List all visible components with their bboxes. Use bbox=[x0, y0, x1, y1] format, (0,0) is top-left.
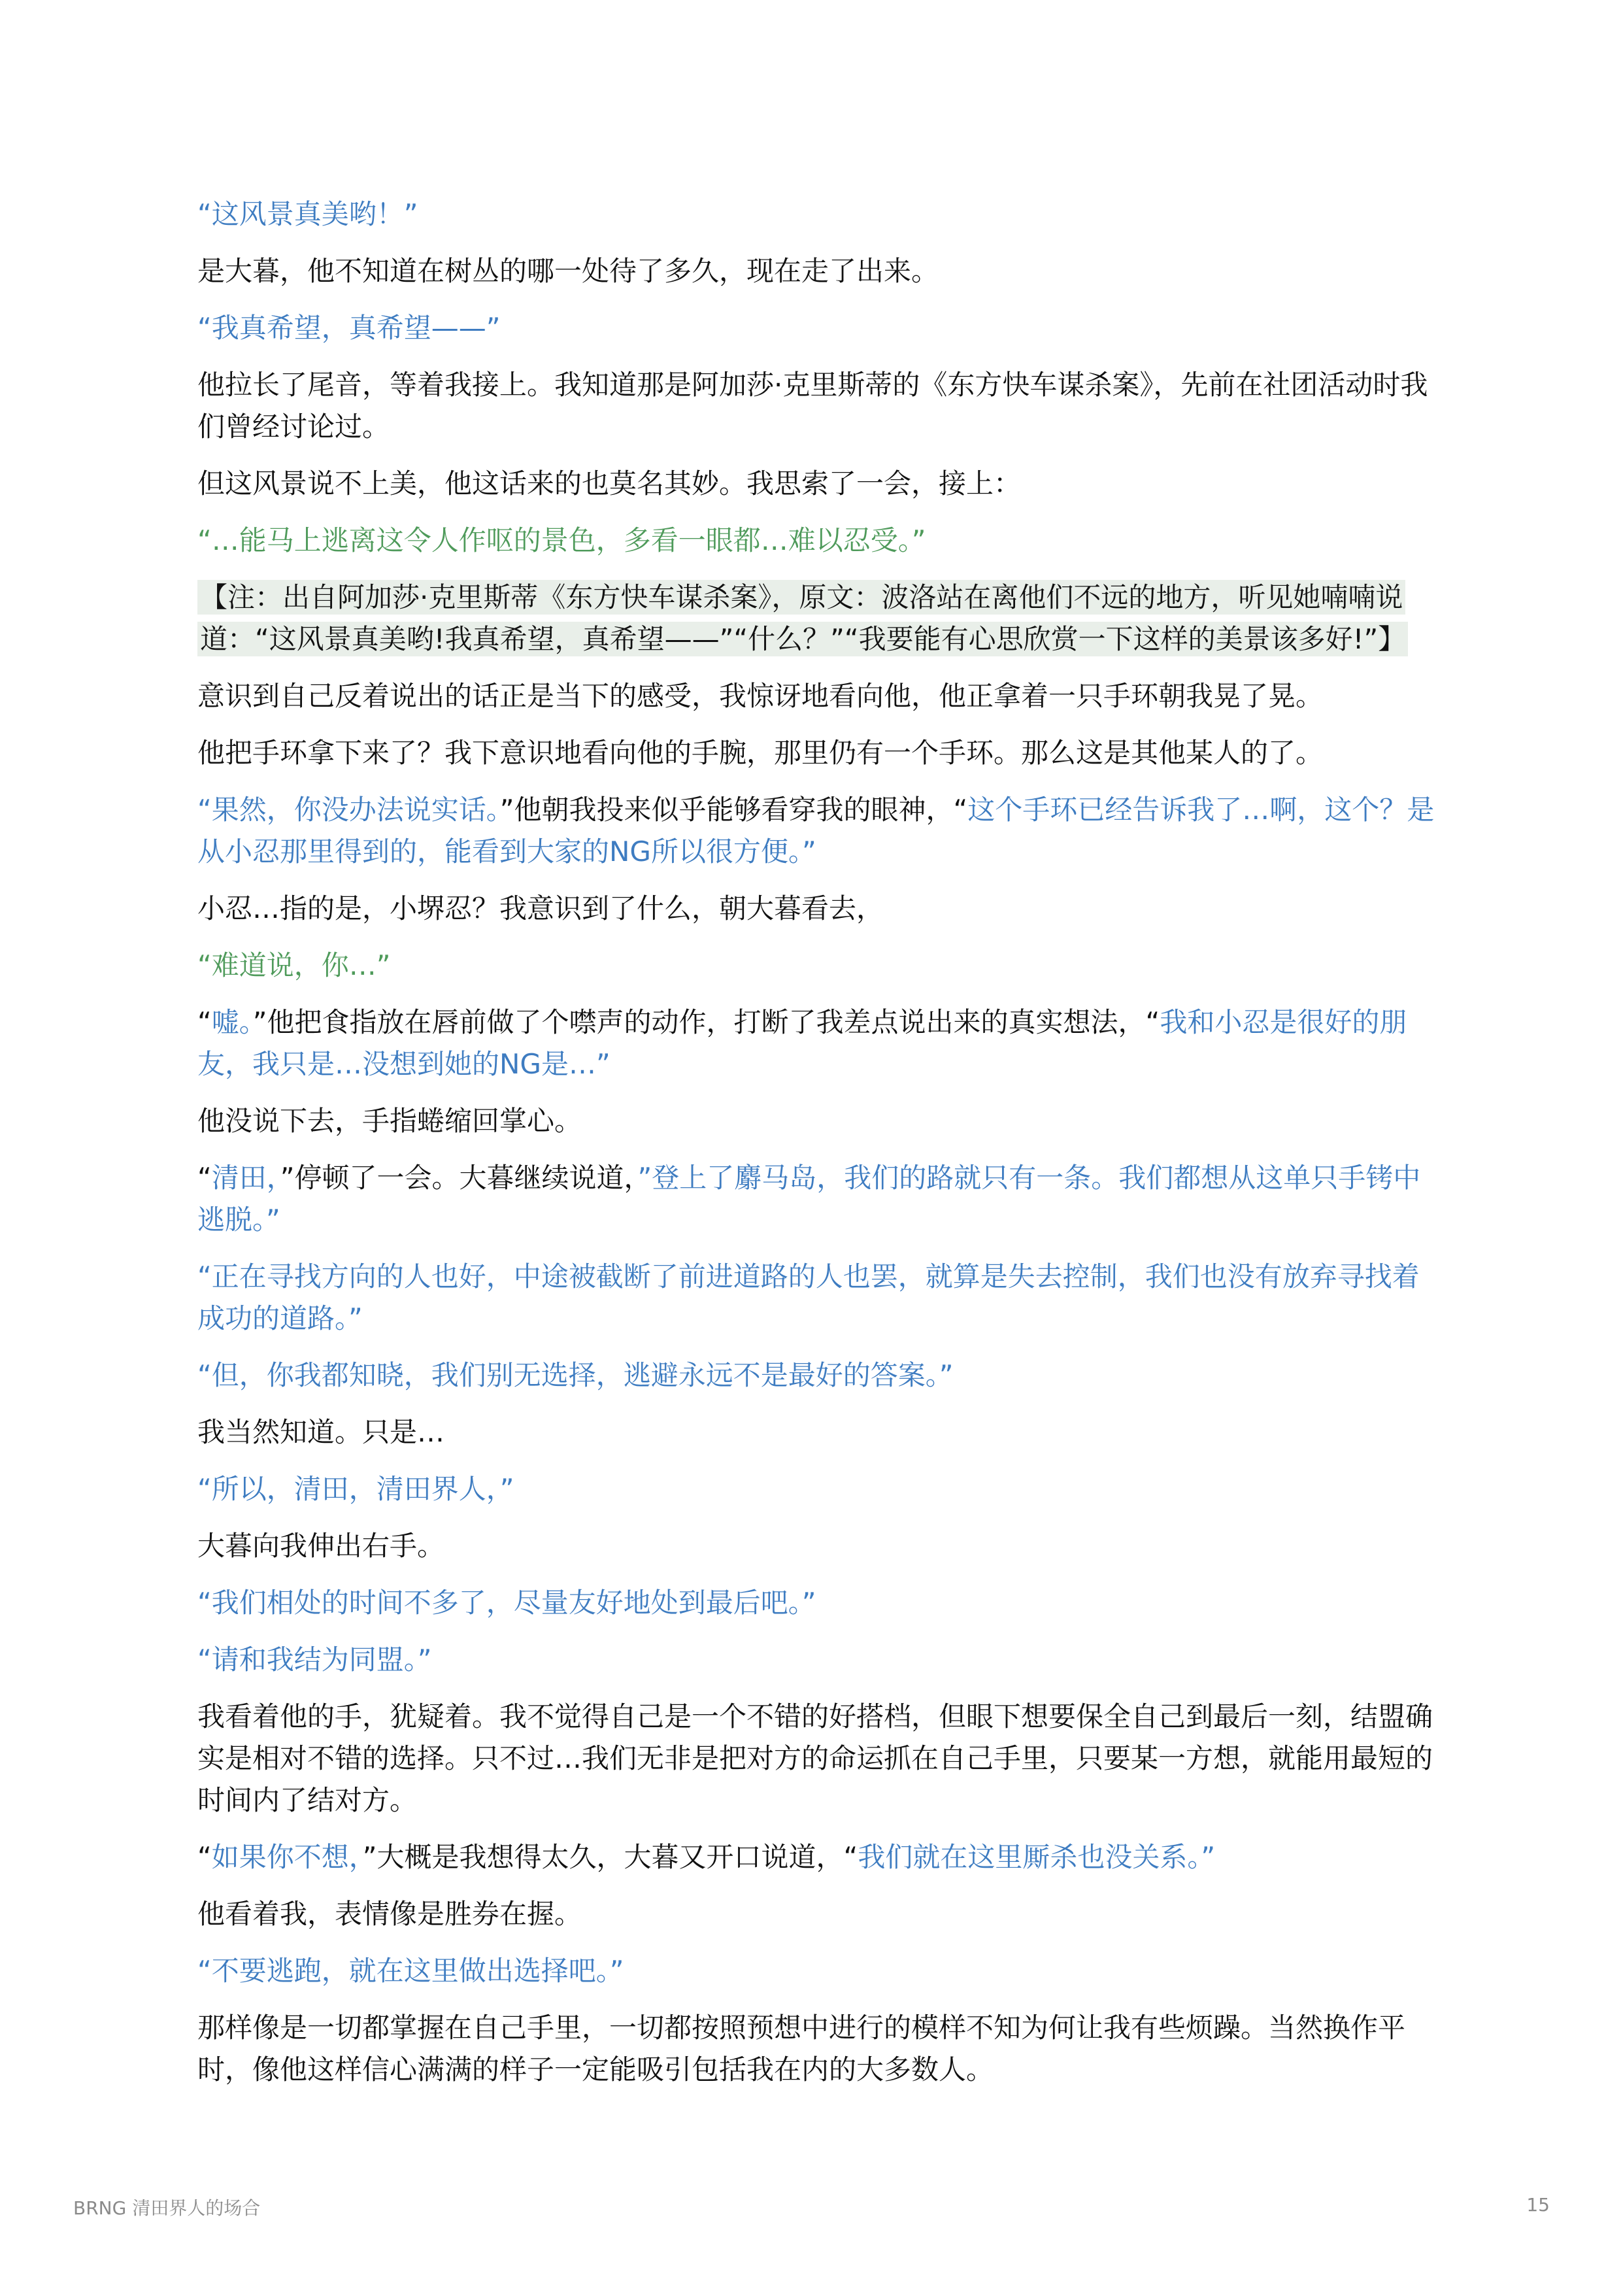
narration-text: 他拉长了尾音，等着我接上。我知道那是阿加莎·克里斯蒂的《东方快车谋杀案》，先前在社团活动时我们曾经讨论过。 bbox=[197, 369, 1428, 443]
narration-text: ”他朝我投来似乎能够看穿我的眼神，“ bbox=[499, 794, 968, 826]
narration-text: 他没说下去，手指蜷缩回掌心。 bbox=[197, 1105, 582, 1137]
narration-text: 意识到自己反着说出的话正是当下的感受，我惊讶地看向他，他正拿着一只手环朝我晃了晃。 bbox=[197, 680, 1324, 712]
narration-text: 他把手环拿下来了？我下意识地看向他的手腕，那里仍有一个手环。那么这是其他某人的了。 bbox=[197, 737, 1324, 769]
paragraph bbox=[197, 1639, 1439, 1681]
narration-text: 我当然知道。只是… bbox=[197, 1416, 445, 1448]
paragraph bbox=[197, 194, 1439, 235]
paragraph bbox=[197, 250, 1439, 292]
narration-text: ”停顿了一会。大暮继续说道， bbox=[280, 1162, 638, 1194]
dialogue-text: “请和我结为同盟。” bbox=[197, 1644, 432, 1676]
dialogue-text: 我们就在这里厮杀也没关系。” bbox=[858, 1841, 1216, 1873]
document-body bbox=[197, 194, 1439, 2106]
dialogue-text: “ bbox=[197, 312, 212, 344]
dialogue-text: 清田， bbox=[211, 1162, 280, 1194]
narration-text: 我看着他的手，犹疑着。我不觉得自己是一个不错的好搭档，但眼下想要保全自己到最后一刻，结盟确实是相对不错的选择。只不过…我们无非是把对方的命运抓在自己手里，只要某一方想，就能用最短的时间内了结对方。 bbox=[197, 1700, 1433, 1816]
narration-text: 小忍…指的是，小堺忍？我意识到了什么，朝大暮看去， bbox=[197, 892, 884, 924]
paragraph bbox=[197, 1002, 1439, 1085]
dialogue-text: “果然，你没办法说实话。 bbox=[197, 794, 500, 826]
dialogue-text: “ bbox=[197, 198, 212, 230]
paragraph bbox=[197, 945, 1439, 987]
paragraph bbox=[197, 1256, 1439, 1340]
dialogue-text: ”登上了麝马岛，我们的路就只有一条。我们都想从这单只手铐中逃脱。” bbox=[197, 1162, 1421, 1236]
paragraph bbox=[197, 520, 1439, 562]
paragraph bbox=[197, 732, 1439, 774]
dialogue-text: “我们相处的时间不多了，尽量友好地处到最后吧。” bbox=[197, 1587, 816, 1619]
paragraph bbox=[197, 1355, 1439, 1396]
dialogue-text: “难道说，你…” bbox=[197, 949, 391, 981]
dialogue-text: “…能马上逃离这令人作呕的景色，多看一眼都…难以忍受。” bbox=[197, 524, 926, 556]
paragraph bbox=[197, 1582, 1439, 1624]
paragraph bbox=[197, 675, 1439, 717]
annotation-note: 【注：出自阿加莎·克里斯蒂《东方快车谋杀案》，原文：波洛站在离他们不远的地方，听见她喃喃说道：“这风景真美哟!我真希望，真希望——”“什么？”“我要能有心思欣赏一下这样的美景该多好!”】 bbox=[197, 580, 1408, 656]
narration-text: 他看着我，表情像是胜券在握。 bbox=[197, 1898, 582, 1930]
dialogue-text: 我真希望，真希望——” bbox=[211, 312, 501, 344]
narration-text: ”他把食指放在唇前做了个噤声的动作，打断了我差点说出来的真实想法，“ bbox=[252, 1006, 1160, 1038]
dialogue-text: “正在寻找方向的人也好，中途被截断了前进道路的人也罢，就算是失去控制，我们也没有放弃寻找着成功的道路。” bbox=[197, 1260, 1420, 1334]
paragraph bbox=[197, 1525, 1439, 1567]
dialogue-text: 如果你不想， bbox=[211, 1841, 363, 1873]
paragraph bbox=[197, 1696, 1439, 1821]
narration-text: 但这风景说不上美，他这话来的也莫名其妙。我思索了一会，接上： bbox=[197, 467, 1022, 499]
paragraph bbox=[197, 1893, 1439, 1935]
paragraph bbox=[197, 2007, 1439, 2091]
dialogue-text: 我和小忍是很好的朋友，我只是…没想到她的NG是…” bbox=[197, 1006, 1407, 1080]
paragraph bbox=[197, 789, 1439, 873]
dialogue-text: 嘘。 bbox=[211, 1006, 253, 1038]
dialogue-text: “所以，清田，清田界人，” bbox=[197, 1473, 514, 1505]
dialogue-text: “但，你我都知晓，我们别无选择，逃避永远不是最好的答案。” bbox=[197, 1359, 954, 1391]
page-number: 15 bbox=[1526, 2194, 1550, 2216]
paragraph bbox=[197, 463, 1439, 505]
paragraph bbox=[197, 1157, 1439, 1241]
narration-text: 那样像是一切都掌握在自己手里，一切都按照预想中进行的模样不知为何让我有些烦躁。当然换作平时，像他这样信心满满的样子一定能吸引包括我在内的大多数人。 bbox=[197, 2012, 1406, 2085]
narration-text: 是大暮，他不知道在树丛的哪一处待了多久，现在走了出来。 bbox=[197, 255, 939, 287]
dialogue-text: “不要逃跑，就在这里做出选择吧。” bbox=[197, 1955, 624, 1987]
dialogue-text: 这个手环已经告诉我了…啊，这个？是从小忍那里得到的，能看到大家的NG所以很方便。” bbox=[197, 794, 1435, 868]
dialogue-text: 这风景真美哟！” bbox=[211, 198, 418, 230]
narration-text: 大暮向我伸出右手。 bbox=[197, 1530, 445, 1562]
footer-title: BRNG 清田界人的场合 bbox=[73, 2197, 261, 2219]
narration-text: “ bbox=[197, 1162, 212, 1194]
paragraph bbox=[197, 364, 1439, 448]
paragraph bbox=[197, 1100, 1439, 1142]
narration-text: “ bbox=[197, 1841, 212, 1873]
paragraph bbox=[197, 577, 1439, 660]
paragraph bbox=[197, 1836, 1439, 1878]
narration-text: ”大概是我想得太久，大暮又开口说道，“ bbox=[362, 1841, 858, 1873]
paragraph bbox=[197, 1950, 1439, 1992]
narration-text: “ bbox=[197, 1006, 212, 1038]
paragraph bbox=[197, 1411, 1439, 1453]
paragraph bbox=[197, 888, 1439, 930]
paragraph bbox=[197, 307, 1439, 349]
paragraph bbox=[197, 1468, 1439, 1510]
